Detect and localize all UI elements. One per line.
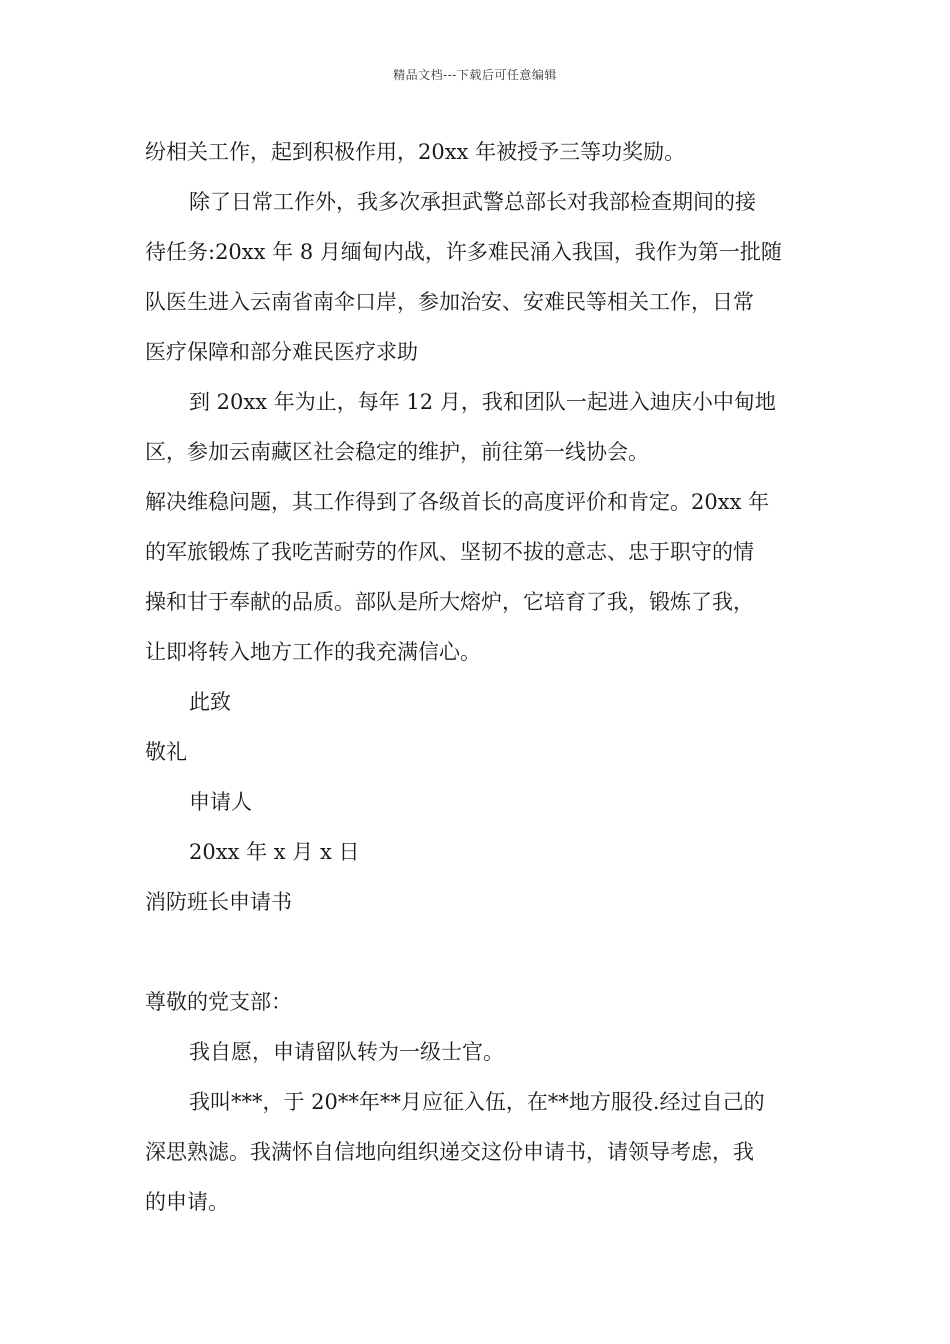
blank-line	[145, 927, 810, 977]
closing-phrase: 此致	[189, 690, 231, 714]
paragraph-line: 的军旅锻炼了我吃苦耐劳的作风、坚韧不拔的意志、忠于职守的情	[145, 540, 754, 564]
paragraph-line: 队医生进入云南省南伞口岸，参加治安、安难民等相关工作，日常	[145, 290, 754, 314]
paragraph-line: 的申请。	[145, 1190, 229, 1214]
paragraph-line: 解决维稳问题，其工作得到了各级首长的高度评价和肯定。20xx 年	[145, 490, 770, 514]
paragraph-line: 操和甘于奉献的品质。部队是所大熔炉，它培育了我，锻炼了我，	[145, 590, 754, 614]
letter-greeting: 尊敬的党支部：	[145, 990, 292, 1014]
page-header: 精品文档---下载后可任意编辑	[393, 68, 557, 82]
paragraph-line: 让即将转入地方工作的我充满信心。	[145, 640, 481, 664]
paragraph-line: 医疗保障和部分难民医疗求助	[145, 340, 418, 364]
paragraph-line: 待任务:20xx 年 8 月缅甸内战，许多难民涌入我国，我作为第一批随	[145, 240, 782, 264]
paragraph-line: 区，参加云南藏区社会稳定的维护，前往第一线协会。	[145, 440, 649, 464]
signature-applicant: 申请人	[189, 790, 252, 814]
section-title: 消防班长申请书	[145, 890, 292, 914]
paragraph-line: 我叫***，于 20**年**月应征入伍，在**地方服役.经过自己的	[189, 1090, 765, 1114]
paragraph-line: 我自愿，申请留队转为一级士官。	[189, 1040, 504, 1064]
signature-date: 20xx 年 x 月 x 日	[189, 840, 360, 864]
paragraph-line: 除了日常工作外，我多次承担武警总部长对我部检查期间的接	[189, 190, 756, 214]
paragraph-line: 到 20xx 年为止，每年 12 月，我和团队一起进入迪庆小中甸地	[189, 390, 776, 414]
salutation: 敬礼	[145, 740, 187, 764]
paragraph-line: 深思熟滤。我满怀自信地向组织递交这份申请书，请领导考虑，我	[145, 1140, 754, 1164]
document-body	[145, 127, 810, 1227]
paragraph-line: 纷相关工作，起到积极作用，20xx 年被授予三等功奖励。	[145, 140, 686, 164]
